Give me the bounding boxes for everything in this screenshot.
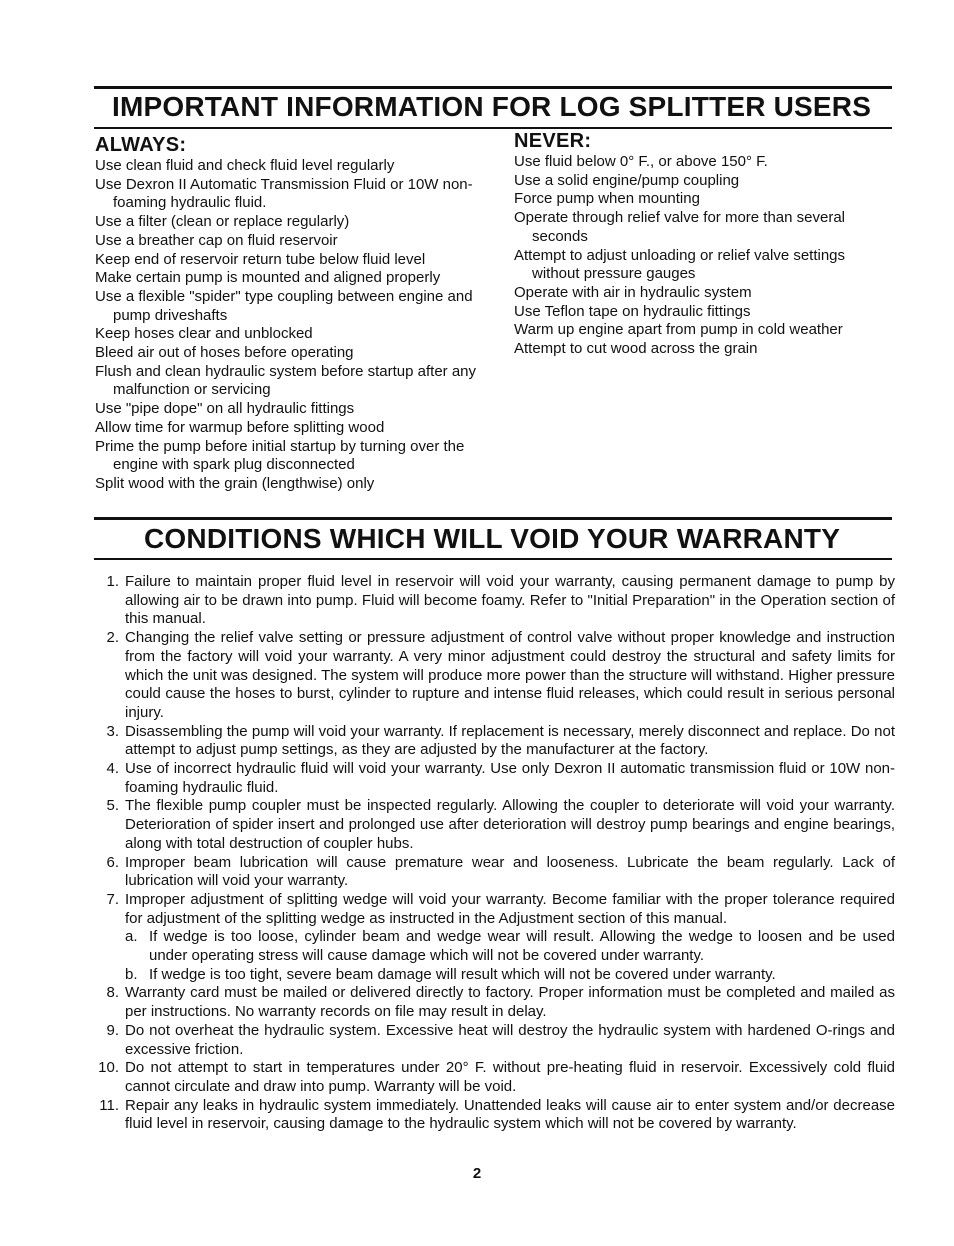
condition-item	[97, 854, 895, 891]
always-item: Use clean fluid and check fluid level regularly	[95, 157, 395, 174]
condition-number: 10.	[98, 1059, 119, 1077]
section-title-important-information: IMPORTANT INFORMATION FOR LOG SPLITTER USERS	[112, 91, 872, 122]
always-item: Use a filter (clean or replace regularly)	[95, 213, 350, 231]
condition-text: Changing the relief valve setting or pressure adjustment of control valve without proper knowledge and instruction from the factory will void your warranty. A very minor adjustment could destroy the structural and safety limits for which the unit was designed. The system will produce more power than the structure will withstand. Higher pressure could cause the hoses to burst, cylinder to rupture and intense fluid releases, which could result in serious personal injury.	[125, 629, 895, 721]
always-item: Allow time for warmup before splitting wood	[95, 418, 385, 436]
condition-item	[97, 797, 895, 853]
condition-item	[97, 760, 895, 797]
condition-number: 3.	[106, 722, 119, 740]
condition-number: 5.	[106, 797, 119, 815]
condition-subitem-letter: a.	[125, 928, 138, 946]
condition-subitem-letter: b.	[125, 965, 138, 983]
condition-number: 4.	[106, 760, 119, 778]
always-item: Split wood with the grain (lengthwise) only	[95, 474, 375, 492]
always-item: Keep hoses clear and unblocked	[95, 325, 313, 343]
always-item: Use "pipe dope" on all hydraulic fittings	[95, 400, 355, 418]
never-item: Operate with air in hydraulic system	[514, 283, 752, 301]
never-item: Force pump when mounting	[514, 190, 700, 208]
condition-number: 2.	[106, 629, 119, 647]
condition-item	[97, 1022, 895, 1059]
never-item: Use fluid below 0° F., or above 150° F.	[514, 153, 768, 170]
always-item: Flush and clean hydraulic system before startup after any malfunction or servicing	[95, 362, 477, 399]
always-item: Use a breather cap on fluid reservoir	[95, 231, 338, 249]
always-item: Use a flexible "spider" type coupling between engine and pump driveshafts	[95, 287, 473, 324]
section-title-warranty-conditions: CONDITIONS WHICH WILL VOID YOUR WARRANTY	[144, 523, 841, 554]
never-item: Warm up engine apart from pump in cold weather	[514, 321, 843, 339]
condition-text: Failure to maintain proper fluid level in reservoir will void your warranty, causing permanent damage to pump by allowing air to be drawn into pump. Fluid will become foamy. Refer to "Initial Preparation" in the Operation section of this manual.	[125, 573, 895, 628]
condition-text: Improper beam lubrication will cause premature wear and looseness. Lubricate the beam regularly. Lack of lubrication will void your warranty.	[125, 853, 895, 890]
condition-item	[97, 891, 895, 985]
always-item: Prime the pump before initial startup by turning over the engine with spark plug disconnected	[95, 437, 465, 474]
condition-item	[97, 1059, 895, 1096]
never-column	[514, 130, 884, 359]
always-item: Bleed air out of hoses before operating	[95, 344, 354, 362]
condition-text: Warranty card must be mailed or delivered directly to factory. Proper information must be completed and mailed as per instructions. No warranty records on file may result in delay.	[125, 984, 895, 1021]
condition-subitem	[125, 966, 895, 985]
always-item: Use Dexron II Automatic Transmission Fluid or 10W non-foaming hydraulic fluid.	[95, 175, 473, 212]
never-item: Use a solid engine/pump coupling	[514, 171, 740, 189]
always-item: Keep end of reservoir return tube below fluid level	[95, 250, 426, 268]
never-item: Use Teflon tape on hydraulic fittings	[514, 302, 751, 320]
warranty-conditions-list	[97, 573, 895, 1134]
always-heading: ALWAYS:	[95, 134, 187, 156]
never-item: Attempt to cut wood across the grain	[514, 340, 758, 358]
condition-subitem-text: If wedge is too loose, cylinder beam and wedge wear will result. Allowing the wedge to loosen and be used under operating stress will cause damage which will not be covered under warranty.	[149, 928, 895, 965]
condition-text: Use of incorrect hydraulic fluid will void your warranty. Use only Dexron II automatic transmission fluid or 10W non-foaming hydraulic fluid.	[125, 760, 895, 796]
never-item: Attempt to adjust unloading or relief valve settings without pressure gauges	[514, 246, 846, 283]
condition-text: Disassembling the pump will void your warranty. If replacement is necessary, merely disconnect and replace. Do not attempt to adjust pump settings, as they are adjusted by the manufacturer at the factory.	[125, 722, 895, 759]
condition-number: 7.	[106, 890, 119, 908]
condition-text: Do not attempt to start in temperatures under 20° F. without pre-heating fluid in reservoir. Excessively cold fluid cannot circulate and draw into pump. Warranty will be void.	[125, 1059, 895, 1095]
condition-text: Improper adjustment of splitting wedge will void your warranty. Become familiar with the proper tolerance required for adjustment of the splitting wedge as instructed in the Adjustment section of this manual.	[125, 890, 895, 927]
never-heading: NEVER:	[514, 130, 592, 152]
condition-number: 8.	[106, 984, 119, 1002]
condition-sublist	[125, 928, 895, 984]
log-splitter-info-banner	[94, 86, 892, 129]
always-item: Make certain pump is mounted and aligned properly	[95, 269, 441, 287]
page-number: 2	[472, 1165, 482, 1182]
never-item: Operate through relief valve for more than several seconds	[514, 209, 846, 245]
condition-item	[97, 573, 895, 629]
condition-subitem	[125, 928, 895, 965]
always-column	[95, 134, 495, 494]
condition-subitem-text: If wedge is too tight, severe beam damage will result which will not be covered under warranty.	[149, 965, 776, 983]
condition-text: Do not overheat the hydraulic system. Excessive heat will destroy the hydraulic system with hardened O-rings and excessive friction.	[125, 1021, 895, 1058]
condition-number: 6.	[106, 853, 119, 871]
condition-number: 9.	[106, 1021, 119, 1039]
always-list	[95, 157, 495, 494]
condition-text: Repair any leaks in hydraulic system immediately. Unattended leaks will cause air to enter system and/or decrease fluid level in reservoir, causing damage to the hydraulic system which will not be covered by warranty.	[125, 1096, 895, 1133]
condition-number: 11.	[99, 1096, 119, 1114]
warranty-banner	[94, 517, 892, 560]
never-list	[514, 153, 884, 359]
condition-item	[97, 1097, 895, 1134]
condition-number: 1.	[106, 573, 119, 590]
condition-item	[97, 629, 895, 723]
condition-item	[97, 984, 895, 1021]
condition-text: The flexible pump coupler must be inspected regularly. Allowing the coupler to deteriorate will void your warranty. Deterioration of spider insert and prolonged use after deterioration will destroy pump bearings and engine bearings, along with total destruction of coupler hubs.	[125, 797, 895, 852]
condition-item	[97, 723, 895, 760]
